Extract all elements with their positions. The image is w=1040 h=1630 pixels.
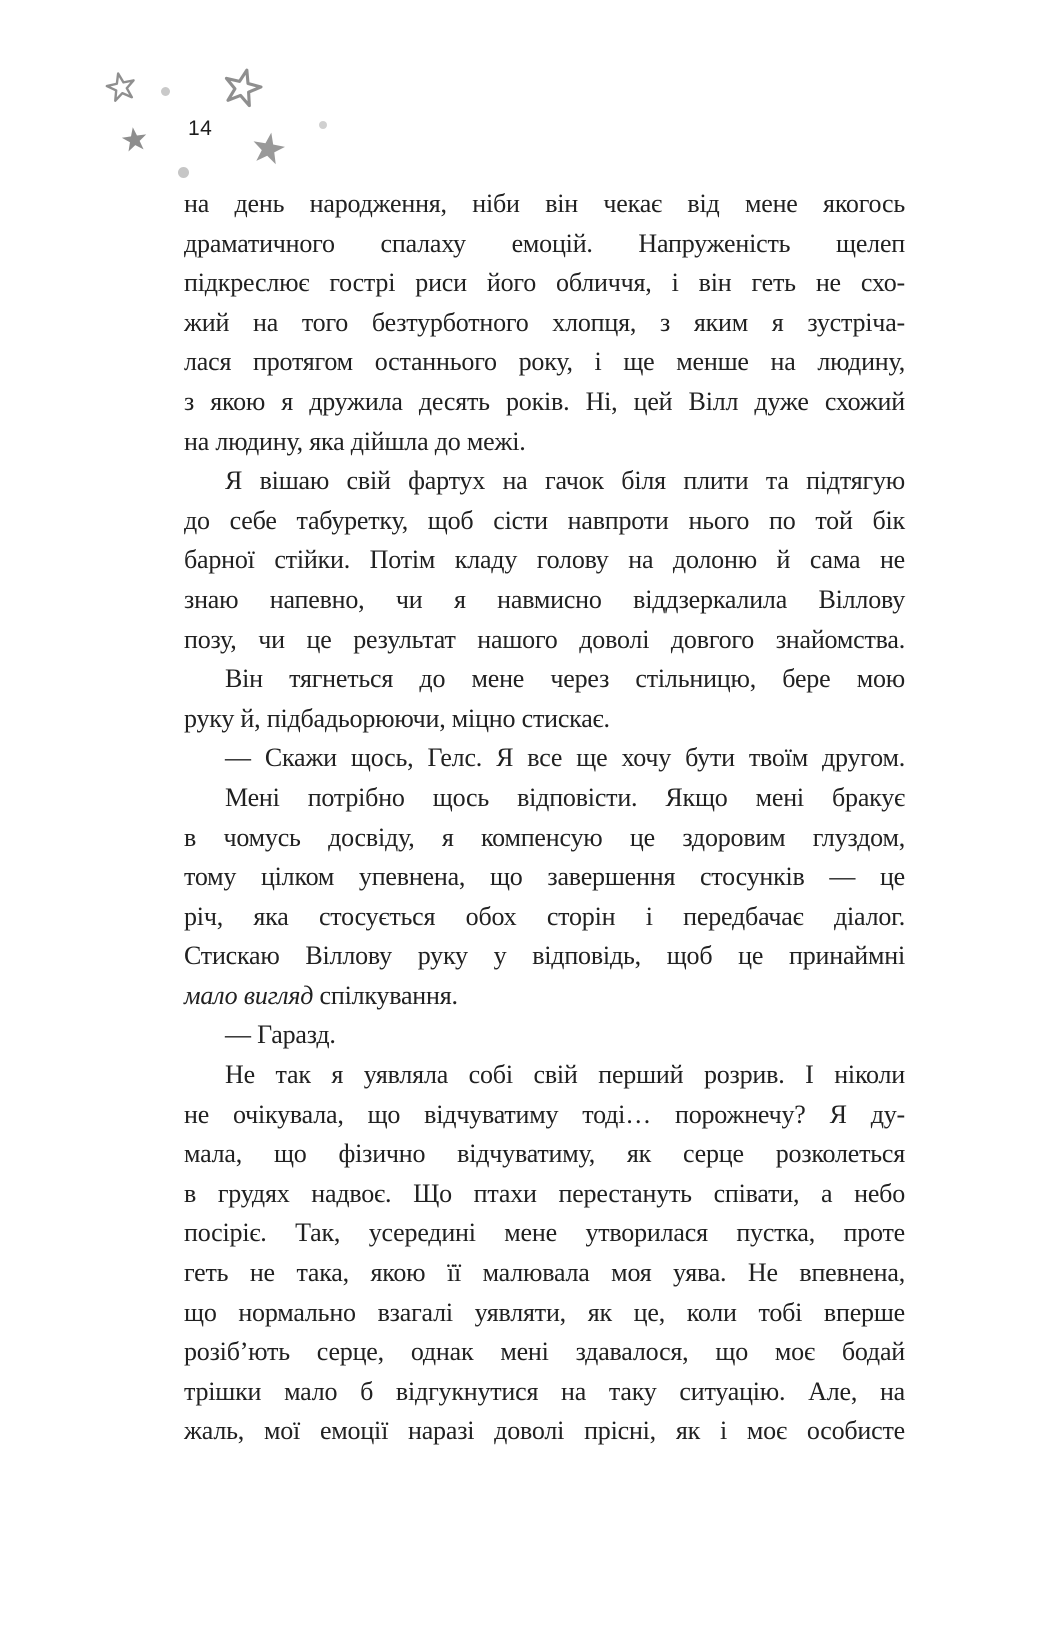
text-line [184, 699, 905, 739]
paragraph [184, 778, 905, 1016]
text-segment: Він тягнеться до мене через стільницю, бере мою [225, 664, 905, 694]
text-line [184, 342, 905, 382]
paragraph [184, 659, 905, 738]
paragraph [184, 461, 905, 659]
text-segment: в чомусь досвіду, я компенсую це здоровим глуздом, [184, 822, 905, 852]
text-segment: на людину, яка дійшла до межі. [184, 426, 526, 456]
text-line [184, 1015, 905, 1055]
text-line [184, 382, 905, 422]
star-outline-icon [103, 69, 139, 105]
dot-icon [319, 121, 327, 129]
text-segment: що нормально взагалі уявляти, як це, коли тобі вперше [184, 1297, 905, 1327]
text-segment: не очікувала, що відчуватиму тоді… порожнечу? Я ду- [184, 1099, 905, 1129]
text-segment: жий на того безтурботного хлопця, з яким я зустріча- [184, 307, 905, 337]
dot-icon [161, 87, 170, 96]
text-line [184, 580, 905, 620]
italic-text: мало вигляд [184, 980, 314, 1010]
text-line [184, 818, 905, 858]
text-block [184, 184, 905, 1451]
text-segment: розіб’ють серце, однак мені здавалося, що моє бодай [184, 1337, 905, 1367]
text-segment: посіріє. Так, усередині мене утворилася пустка, проте [184, 1218, 905, 1248]
text-segment: — Скажи щось, Гелс. Я все ще хочу бути твоїм другом. [225, 743, 905, 773]
text-segment: мала, що фізично відчуватиму, як серце розколеться [184, 1139, 905, 1169]
text-line [184, 184, 905, 224]
text-line [184, 1411, 905, 1451]
text-line [184, 422, 905, 462]
text-segment: барної стійки. Потім кладу голову на долоню й сама не [184, 545, 905, 575]
text-segment: — Гаразд. [225, 1020, 336, 1050]
star-filled-icon [248, 128, 289, 169]
text-line [184, 1095, 905, 1135]
star-outline-icon [219, 64, 266, 111]
text-segment: до себе табуретку, щоб сісти навпроти нього по той бік [184, 505, 905, 535]
text-line [184, 1293, 905, 1333]
text-segment: драматичного спалаху емоцій. Напруженість щелеп [184, 228, 905, 258]
text-segment: трішки мало б відгукнутися на таку ситуацію. Але, на [184, 1376, 905, 1406]
text-line [184, 1213, 905, 1253]
text-line [184, 1134, 905, 1174]
star-filled-icon [119, 124, 149, 154]
paragraph [184, 738, 905, 778]
text-line [184, 461, 905, 501]
text-line [184, 1055, 905, 1095]
text-segment: Не так я уявляла собі свій перший розрив. І ніколи [225, 1060, 905, 1090]
text-line [184, 659, 905, 699]
text-line [184, 857, 905, 897]
text-line [184, 1372, 905, 1412]
text-line [184, 620, 905, 660]
text-line [184, 540, 905, 580]
text-segment: Я вішаю свій фартух на гачок біля плити та підтягую [225, 466, 905, 496]
text-segment: жаль, мої емоції наразі доволі прісні, як і моє особисте [184, 1416, 905, 1446]
text-line [184, 1174, 905, 1214]
text-line [184, 778, 905, 818]
text-segment: позу, чи це результат нашого доволі довгого знайомства. [184, 624, 905, 654]
text-line [184, 936, 905, 976]
text-line [184, 303, 905, 343]
text-line [184, 263, 905, 303]
text-segment: підкреслює гострі риси його обличчя, і він геть не схо- [184, 268, 905, 298]
text-line [184, 501, 905, 541]
text-segment: Стискаю Віллову руку у відповідь, щоб це принаймні [184, 941, 905, 971]
text-segment: тому цілком упевнена, що завершення стосунків — це [184, 862, 905, 892]
page-number: 14 [188, 117, 213, 140]
text-segment: спілкування. [313, 980, 458, 1010]
text-segment: в грудях надвоє. Що птахи перестануть співати, а небо [184, 1178, 905, 1208]
text-line [184, 1332, 905, 1372]
text-line [184, 224, 905, 264]
text-segment: руку й, підбадьорюючи, міцно стискає. [184, 703, 610, 733]
text-line [184, 976, 905, 1016]
paragraph [184, 1055, 905, 1451]
paragraph [184, 1015, 905, 1055]
text-line [184, 1253, 905, 1293]
text-segment: на день народження, ніби він чекає від мене якогось [184, 189, 905, 218]
text-segment: Мені потрібно щось відповісти. Якщо мені бракує [225, 782, 905, 812]
text-segment: знаю напевно, чи я навмисно віддзеркалила Віллову [184, 584, 905, 614]
text-segment: лася протягом останнього року, і ще менше на людину, [184, 347, 905, 377]
text-segment: з якою я дружила десять років. Ні, цей Вілл дуже схожий [184, 386, 905, 416]
text-line [184, 738, 905, 778]
text-segment: річ, яка стосується обох сторін і передбачає діалог. [184, 901, 905, 931]
dot-icon [178, 167, 189, 178]
paragraph [184, 184, 905, 461]
text-line [184, 897, 905, 937]
text-segment: геть не така, якою її малювала моя уява. Не впевнена, [184, 1258, 905, 1288]
